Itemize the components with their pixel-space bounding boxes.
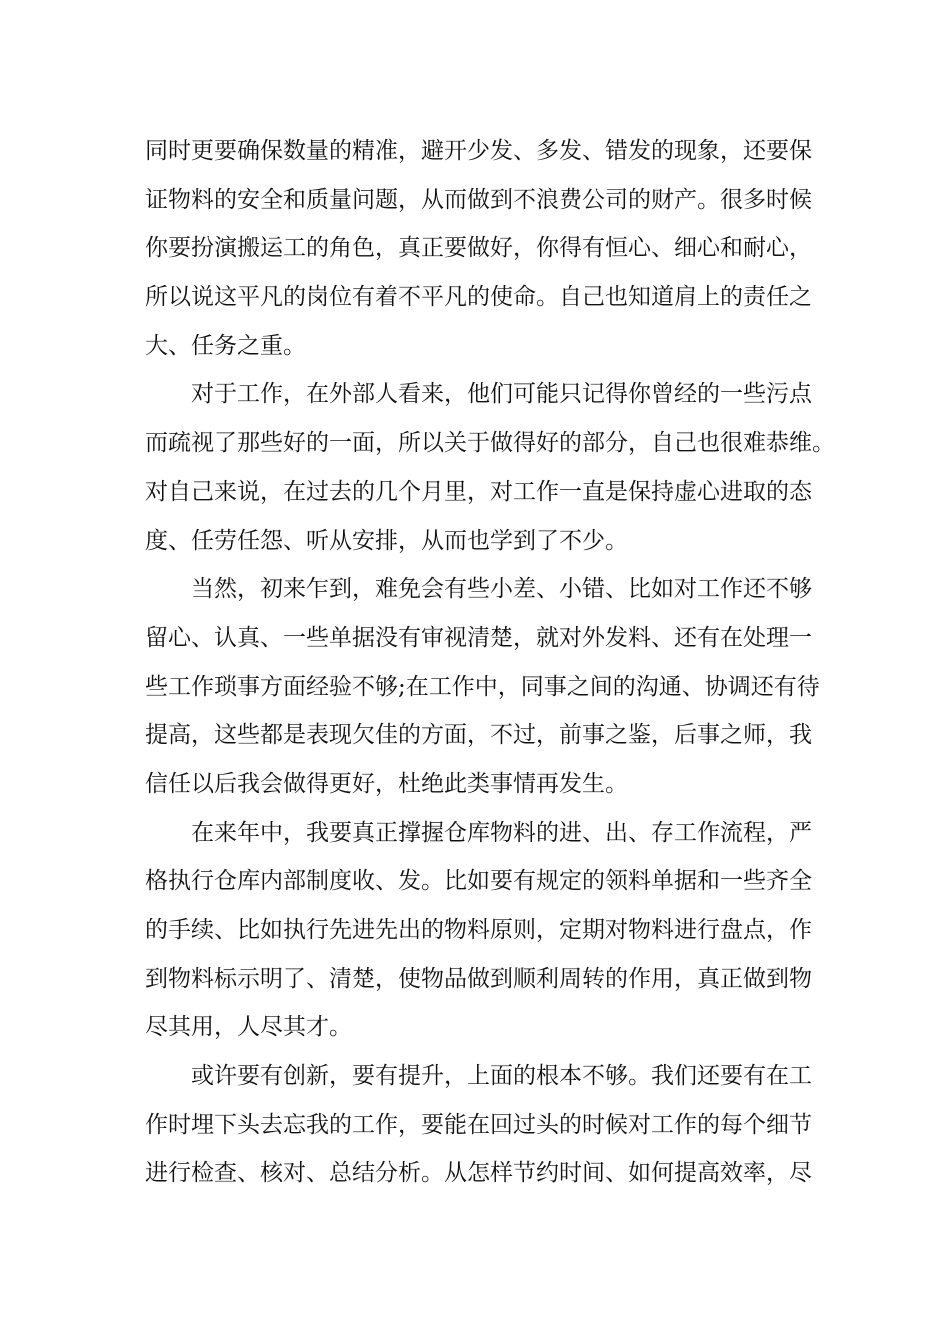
text-line: 的手续、比如执行先进先出的物料原则，定期对物料进行盘点，作 — [145, 917, 812, 943]
text-line: 对自己来说，在过去的几个月里，对工作一直是保持虚心进取的态 — [145, 478, 812, 505]
text-line: 信任以后我会做得更好，杜绝此类事情再发生。 — [145, 770, 628, 797]
text-line: 作时埋下头去忘我的工作，要能在回过头的时候对工作的每个细节 — [145, 1111, 812, 1138]
text-line: 尽其用，人尽其才。 — [145, 1014, 352, 1041]
text-line: 提高，这些都是表现欠佳的方面，不过，前事之鉴，后事之师，我 — [145, 722, 812, 749]
text-line: 留心、认真、一些单据没有审视清楚，就对外发料、还有在处理一 — [145, 624, 812, 651]
text-line: 同时更要确保数量的精准，避开少发、多发、错发的现象，还要保 — [145, 138, 812, 164]
paragraph-4 — [145, 809, 825, 1052]
text-line: 度、任劳任怨、听从安排，从而也学到了不少。 — [145, 527, 628, 554]
text-line: 进行检查、核对、总结分析。从怎样节约时间、如何提高效率，尽 — [145, 1160, 812, 1187]
text-line: 些工作琐事方面经验不够;在工作中，同事之间的沟通、协调还有待 — [145, 673, 820, 700]
text-line: 而疏视了那些好的一面，所以关于做得好的部分，自己也很难恭维。 — [145, 430, 835, 457]
text-line: 在来年中，我要真正撑握仓库物料的进、出、存工作流程，严 — [191, 819, 812, 846]
text-line: 你要扮演搬运工的角色，真正要做好，你得有恒心、细心和耐心， — [145, 235, 812, 262]
text-line: 当然，初来乍到，难免会有些小差、小错、比如对工作还不够 — [191, 576, 812, 603]
paragraph-1 — [145, 127, 825, 370]
text-line: 所以说这平凡的岗位有着不平凡的使命。自己也知道肩上的责任之 — [145, 284, 812, 311]
text-line: 到物料标示明了、清楚，使物品做到顺利周转的作用，真正做到物 — [145, 965, 812, 992]
document-body — [145, 127, 835, 1198]
text-line: 或许要有创新，要有提升，上面的根本不够。我们还要有在工 — [191, 1063, 812, 1090]
paragraph-3 — [145, 565, 825, 808]
paragraph-2 — [145, 370, 835, 565]
text-line: 格执行仓库内部制度收、发。比如要有规定的领料单据和一些齐全 — [145, 868, 812, 895]
paragraph-5 — [145, 1052, 825, 1198]
text-line: 对于工作，在外部人看来，他们可能只记得你曾经的一些污点 — [191, 381, 812, 408]
text-line: 证物料的安全和质量问题，从而做到不浪费公司的财产。很多时候 — [145, 186, 812, 213]
text-line: 大、任务之重。 — [145, 332, 306, 359]
